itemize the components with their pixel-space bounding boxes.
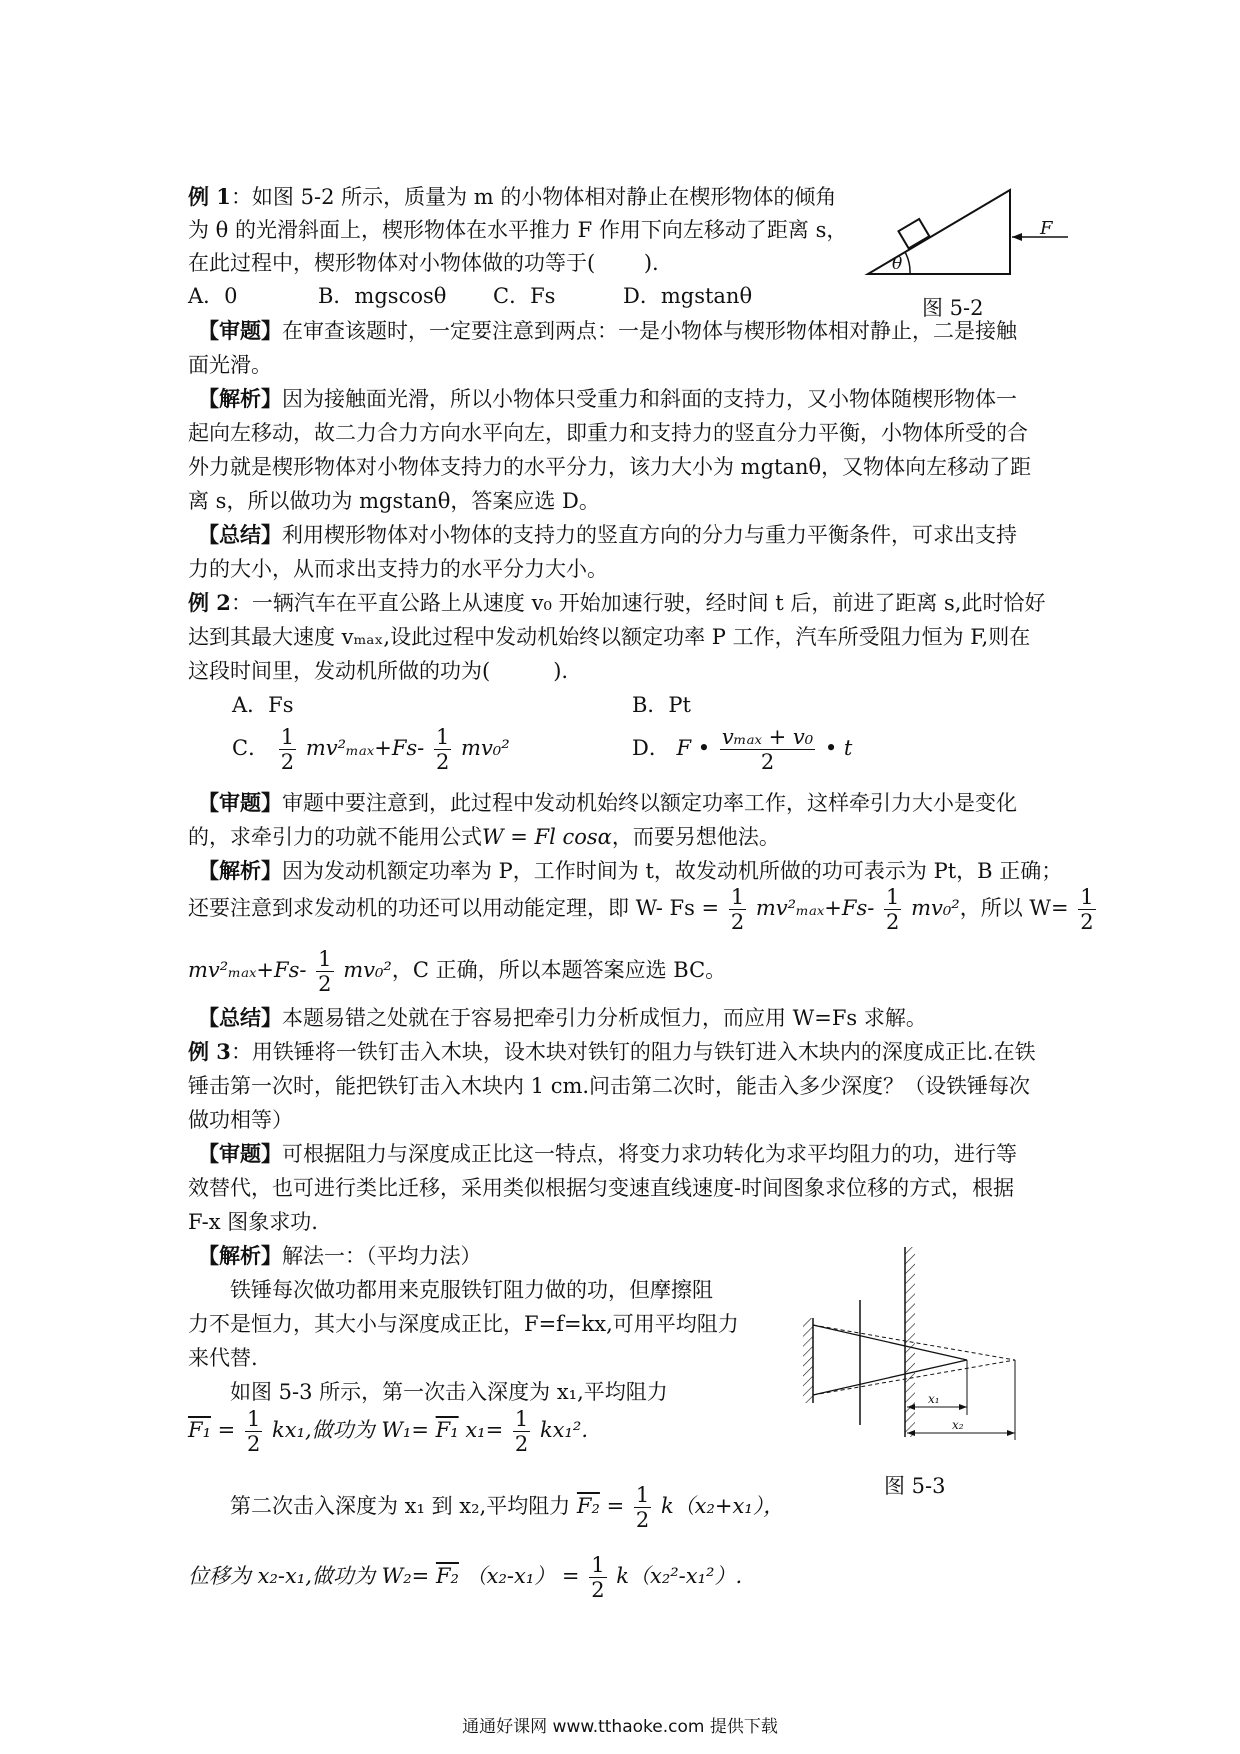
ex3-review-tag: 【审题】	[198, 1141, 282, 1166]
ex2-option-d-time: • t	[824, 736, 853, 760]
ex2-review-line-2	[188, 822, 780, 852]
mean-force-f2: F₂	[435, 1564, 459, 1588]
ex3-analysis-text-1: 解法一：（平均力法）	[282, 1244, 482, 1268]
ex1-line-2	[188, 215, 847, 245]
ex1-summary-line-1	[198, 520, 1017, 550]
ex3-para4-expr-1: （x₂-x₁） =	[465, 1564, 580, 1588]
ex2-review-text-2: 的，求牵引力的功就不能用公式	[188, 825, 482, 849]
fraction-half: $\frac{1}{2}$	[435, 725, 450, 774]
ex2-summary-text-1: 本题易错之处就在于容易把牵引力分析成恒力，而应用 W=Fs 求解。	[282, 1006, 927, 1030]
ex2-review-text-1: 审题中要注意到，此过程中发动机始终以额定功率工作，这样牵引力大小是变化	[282, 791, 1017, 815]
fraction-half: $\frac{1}{2}$	[635, 1483, 650, 1532]
ex1-analysis-line-4	[188, 486, 600, 516]
ex3-para4-text: 位移为 x₂-x₁,做功为 W₂=	[188, 1564, 430, 1588]
ex3-para3-text: 第二次击入深度为 x₁ 到 x₂,平均阻力	[230, 1494, 571, 1518]
ex1-review-line-2	[188, 350, 272, 380]
ex2-review-line-1	[198, 788, 1017, 818]
ex3-para1-text-2: 力不是恒力，其大小与深度成正比，F=f=kx,可用平均阻力	[188, 1312, 739, 1336]
ex2-option-a-text: A．Fs	[232, 693, 294, 717]
ex3-text-3: 做功相等）	[188, 1108, 293, 1132]
ex2-option-d-force: F •	[676, 736, 711, 760]
ex1-line-1	[188, 182, 836, 212]
ex3-para3-expr: k（x₂+x₁），	[660, 1494, 785, 1518]
ex2-option-c-expr: mv²ₘₐₓ+Fs-	[305, 736, 425, 760]
ex1-summary-text-1: 利用楔形物体对小物体的支持力的竖直方向的分力与重力平衡条件，可求出支持	[282, 523, 1017, 547]
ex3-para2-expr-2: x₁=	[465, 1418, 504, 1442]
ex2-text-1: ：一辆汽车在平直公路上从速度 v₀ 开始加速行驶，经时间 t 后，前进了距离 s,此时恰好	[230, 591, 1046, 615]
ex1-text-2: 为 θ 的光滑斜面上，楔形物体在水平推力 F 作用下向左移动了距离 s，	[188, 218, 848, 242]
ex2-option-b-text: B．Pt	[632, 693, 692, 717]
ex2-option-b	[632, 690, 691, 720]
ex2-analysis-expr-2: mv₀²	[911, 896, 960, 920]
ex1-option-a: A．0	[188, 284, 238, 308]
ex1-line-3	[188, 248, 659, 278]
ex2-option-c-label: C．	[232, 736, 270, 760]
ex3-para1-line-1	[230, 1275, 713, 1305]
ex3-line-3	[188, 1105, 293, 1135]
figure-5-2-angle-label: θ	[892, 254, 903, 274]
ex3-para1-line-3	[188, 1343, 258, 1373]
ex3-text-1: ：用铁锤将一铁钉击入木块，设木块对铁钉的阻力与铁钉进入木块内的深度成正比.在铁	[230, 1040, 1036, 1064]
ex1-analysis-text-3: 外力就是楔形物体对小物体支持力的水平分力，该力大小为 mgtanθ，又物体向左移动了距	[188, 455, 1032, 479]
ex3-review-text-2: 效替代，也可进行类比迁移，采用类似根据匀变速直线速度-时间图象求位移的方式，根据	[188, 1176, 1015, 1200]
ex2-option-c-expr-2: mv₀²	[461, 736, 510, 760]
ex1-review-line-1	[198, 316, 1017, 346]
ex3-para1-text-1: 铁锤每次做功都用来克服铁钉阻力做的功，但摩擦阻	[230, 1278, 713, 1302]
ex3-para4-expr-2: k（x₂²-x₁²）.	[616, 1564, 743, 1588]
mean-force-f2: F₂	[576, 1494, 600, 1518]
ex2-analysis-text-4: ，C 正确，所以本题答案应选 BC。	[391, 958, 727, 982]
ex2-analysis-expr-4: mv₀²	[343, 958, 392, 982]
ex2-analysis-text-3: ，所以 W=	[959, 896, 1069, 920]
fraction-half: $\frac{1}{2}$	[1080, 885, 1094, 934]
ex3-line-2	[188, 1071, 1030, 1101]
fraction-half: $\frac{1}{2}$	[246, 1407, 261, 1456]
ex3-label: 例 3	[188, 1039, 231, 1064]
fraction-half: $\frac{1}{2}$	[280, 725, 295, 774]
ex2-text-2: 达到其最大速度 vₘₐₓ,设此过程中发动机始终以额定功率 P 工作，汽车所受阻力恒为 F,则在	[188, 625, 1031, 649]
ex1-label: 例 1	[188, 184, 231, 209]
ex3-para4	[188, 1546, 742, 1606]
ex3-review-line-3	[188, 1207, 318, 1237]
ex3-para1-line-2	[188, 1309, 739, 1339]
ex2-option-a	[232, 690, 294, 720]
ex2-summary-tag: 【总结】	[198, 1005, 282, 1030]
ex1-analysis-line-3	[188, 452, 1031, 482]
ex1-analysis-tag: 【解析】	[198, 386, 282, 411]
ex2-analysis-expr-1: mv²ₘₐₓ+Fs-	[755, 896, 875, 920]
figure-5-3-caption: 图 5-3	[884, 1474, 946, 1498]
ex1-summary-line-2	[188, 554, 608, 584]
ex2-line-3	[188, 656, 568, 686]
ex3-line-1	[188, 1037, 1036, 1067]
ex2-review-tag: 【审题】	[198, 790, 282, 815]
ex3-analysis-tag: 【解析】	[198, 1243, 282, 1268]
fraction-half: $\frac{1}{2}$	[591, 1553, 605, 1602]
ex1-analysis-line-1	[198, 384, 1017, 414]
ex3-para1-text-3: 来代替.	[188, 1346, 258, 1370]
ex3-para3: 第二次击入深度为 x₁ 到 x₂,平均阻力 F₂ = $\frac{1}{2}$ k（x₂+x₁），	[230, 1483, 785, 1532]
ex2-summary-line-1	[198, 1003, 927, 1033]
figure-5-3-x2-label: x₂	[952, 1418, 964, 1432]
ex2-analysis-text-1: 因为发动机额定功率为 P，工作时间为 t，故发动机所做的功可表示为 Pt，B 正确；	[282, 859, 1063, 883]
ex1-analysis-line-2	[188, 418, 1028, 448]
ex1-summary-tag: 【总结】	[198, 522, 282, 547]
ex2-option-c	[232, 718, 510, 778]
ex2-analysis-line-2	[188, 878, 1099, 938]
ex2-label: 例 2	[188, 590, 231, 615]
ex3-review-text-1: 可根据阻力与深度成正比这一特点，将变力求功转化为求平均阻力的功，进行等	[282, 1142, 1017, 1166]
ex1-text-3: 在此过程中，楔形物体对小物体做的功等于( ).	[188, 251, 659, 275]
figure-5-3-nail-diagram	[795, 1245, 1025, 1445]
ex2-line-2	[188, 622, 1030, 652]
ex2-option-d	[632, 718, 852, 778]
ex1-text-1: ：如图 5-2 所示，质量为 m 的小物体相对静止在楔形物体的倾角	[230, 185, 837, 209]
ex1-option-b: B．mgscosθ	[318, 284, 447, 308]
figure-5-3-x1-label: x₁	[928, 1392, 940, 1406]
ex2-review-text-3: ，而要另想他法。	[611, 825, 780, 849]
ex3-analysis-line-1	[198, 1241, 482, 1271]
fraction-half: $\frac{1}{2}$	[318, 947, 332, 996]
fraction-average-velocity: $\frac{\text{vₘₐₓ + v₀}}{2}$	[721, 725, 814, 774]
figure-5-2-caption: 图 5-2	[922, 296, 984, 320]
ex1-summary-text-2: 力的大小，从而求出支持力的水平分力大小。	[188, 557, 608, 581]
ex2-option-d-label: D．	[632, 736, 670, 760]
figure-5-2-force-label: F	[1040, 218, 1053, 239]
mean-force-f1: F₁	[435, 1418, 459, 1442]
ex3-para2-expr-1: kx₁,做功为 W₁=	[272, 1418, 429, 1442]
ex1-analysis-text-2: 起向左移动，故二力合力方向水平向左，即重力和支持力的竖直分力平衡，小物体所受的合	[188, 421, 1028, 445]
ex2-analysis-tag: 【解析】	[198, 858, 282, 883]
ex2-analysis-expr-3: mv²ₘₐₓ+Fs-	[188, 958, 307, 982]
ex2-analysis-line-3	[188, 940, 726, 1000]
fraction-half: $\frac{1}{2}$	[514, 1407, 529, 1456]
ex3-text-2: 锤击第一次时，能把铁钉击入木块内 1 cm.问击第二次时，能击入多少深度？（设铁锤每次	[188, 1074, 1031, 1098]
mean-force-f1: F₁	[188, 1418, 211, 1442]
ex3-para2-expr-3: kx₁².	[539, 1418, 589, 1442]
work-formula: W = Fl cosα	[482, 825, 612, 849]
fraction-half: $\frac{1}{2}$	[730, 885, 745, 934]
fraction-half: $\frac{1}{2}$	[886, 885, 900, 934]
ex2-text-3: 这段时间里，发动机所做的功为( ).	[188, 659, 569, 683]
ex2-analysis-text-2: 还要注意到求发动机的功还可以用动能定理，即 W- Fs =	[188, 896, 720, 920]
page-footer: 通通好课网 www.tthaoke.com 提供下载	[462, 1717, 778, 1737]
ex1-review-tag: 【审题】	[198, 318, 282, 343]
ex1-option-c: C．Fs	[493, 284, 556, 308]
ex2-line-1	[188, 588, 1045, 618]
ex1-option-d: D．mgstanθ	[623, 284, 753, 308]
ex1-review-text-1: 在审查该题时，一定要注意到两点：一是小物体与楔形物体相对静止，二是接触	[282, 319, 1017, 343]
ex1-review-text-2: 面光滑。	[188, 353, 272, 377]
ex1-analysis-text-4: 离 s，所以做功为 mgstanθ，答案应选 D。	[188, 489, 600, 513]
ex3-review-line-2	[188, 1173, 1014, 1203]
ex3-review-text-3: F-x 图象求功.	[188, 1210, 318, 1234]
ex1-analysis-text-1: 因为接触面光滑，所以小物体只受重力和斜面的支持力，又小物体随楔形物体一	[282, 387, 1017, 411]
ex3-review-line-1	[198, 1139, 1017, 1169]
ex3-para2-text-1: 如图 5-3 所示，第一次击入深度为 x₁,平均阻力	[230, 1380, 668, 1404]
ex3-para2-line-2: F₁ = $\frac{1}{2}$ kx₁,做功为 W₁= F₁ x₁= $\frac{1}{2}$ kx₁².	[188, 1407, 589, 1456]
